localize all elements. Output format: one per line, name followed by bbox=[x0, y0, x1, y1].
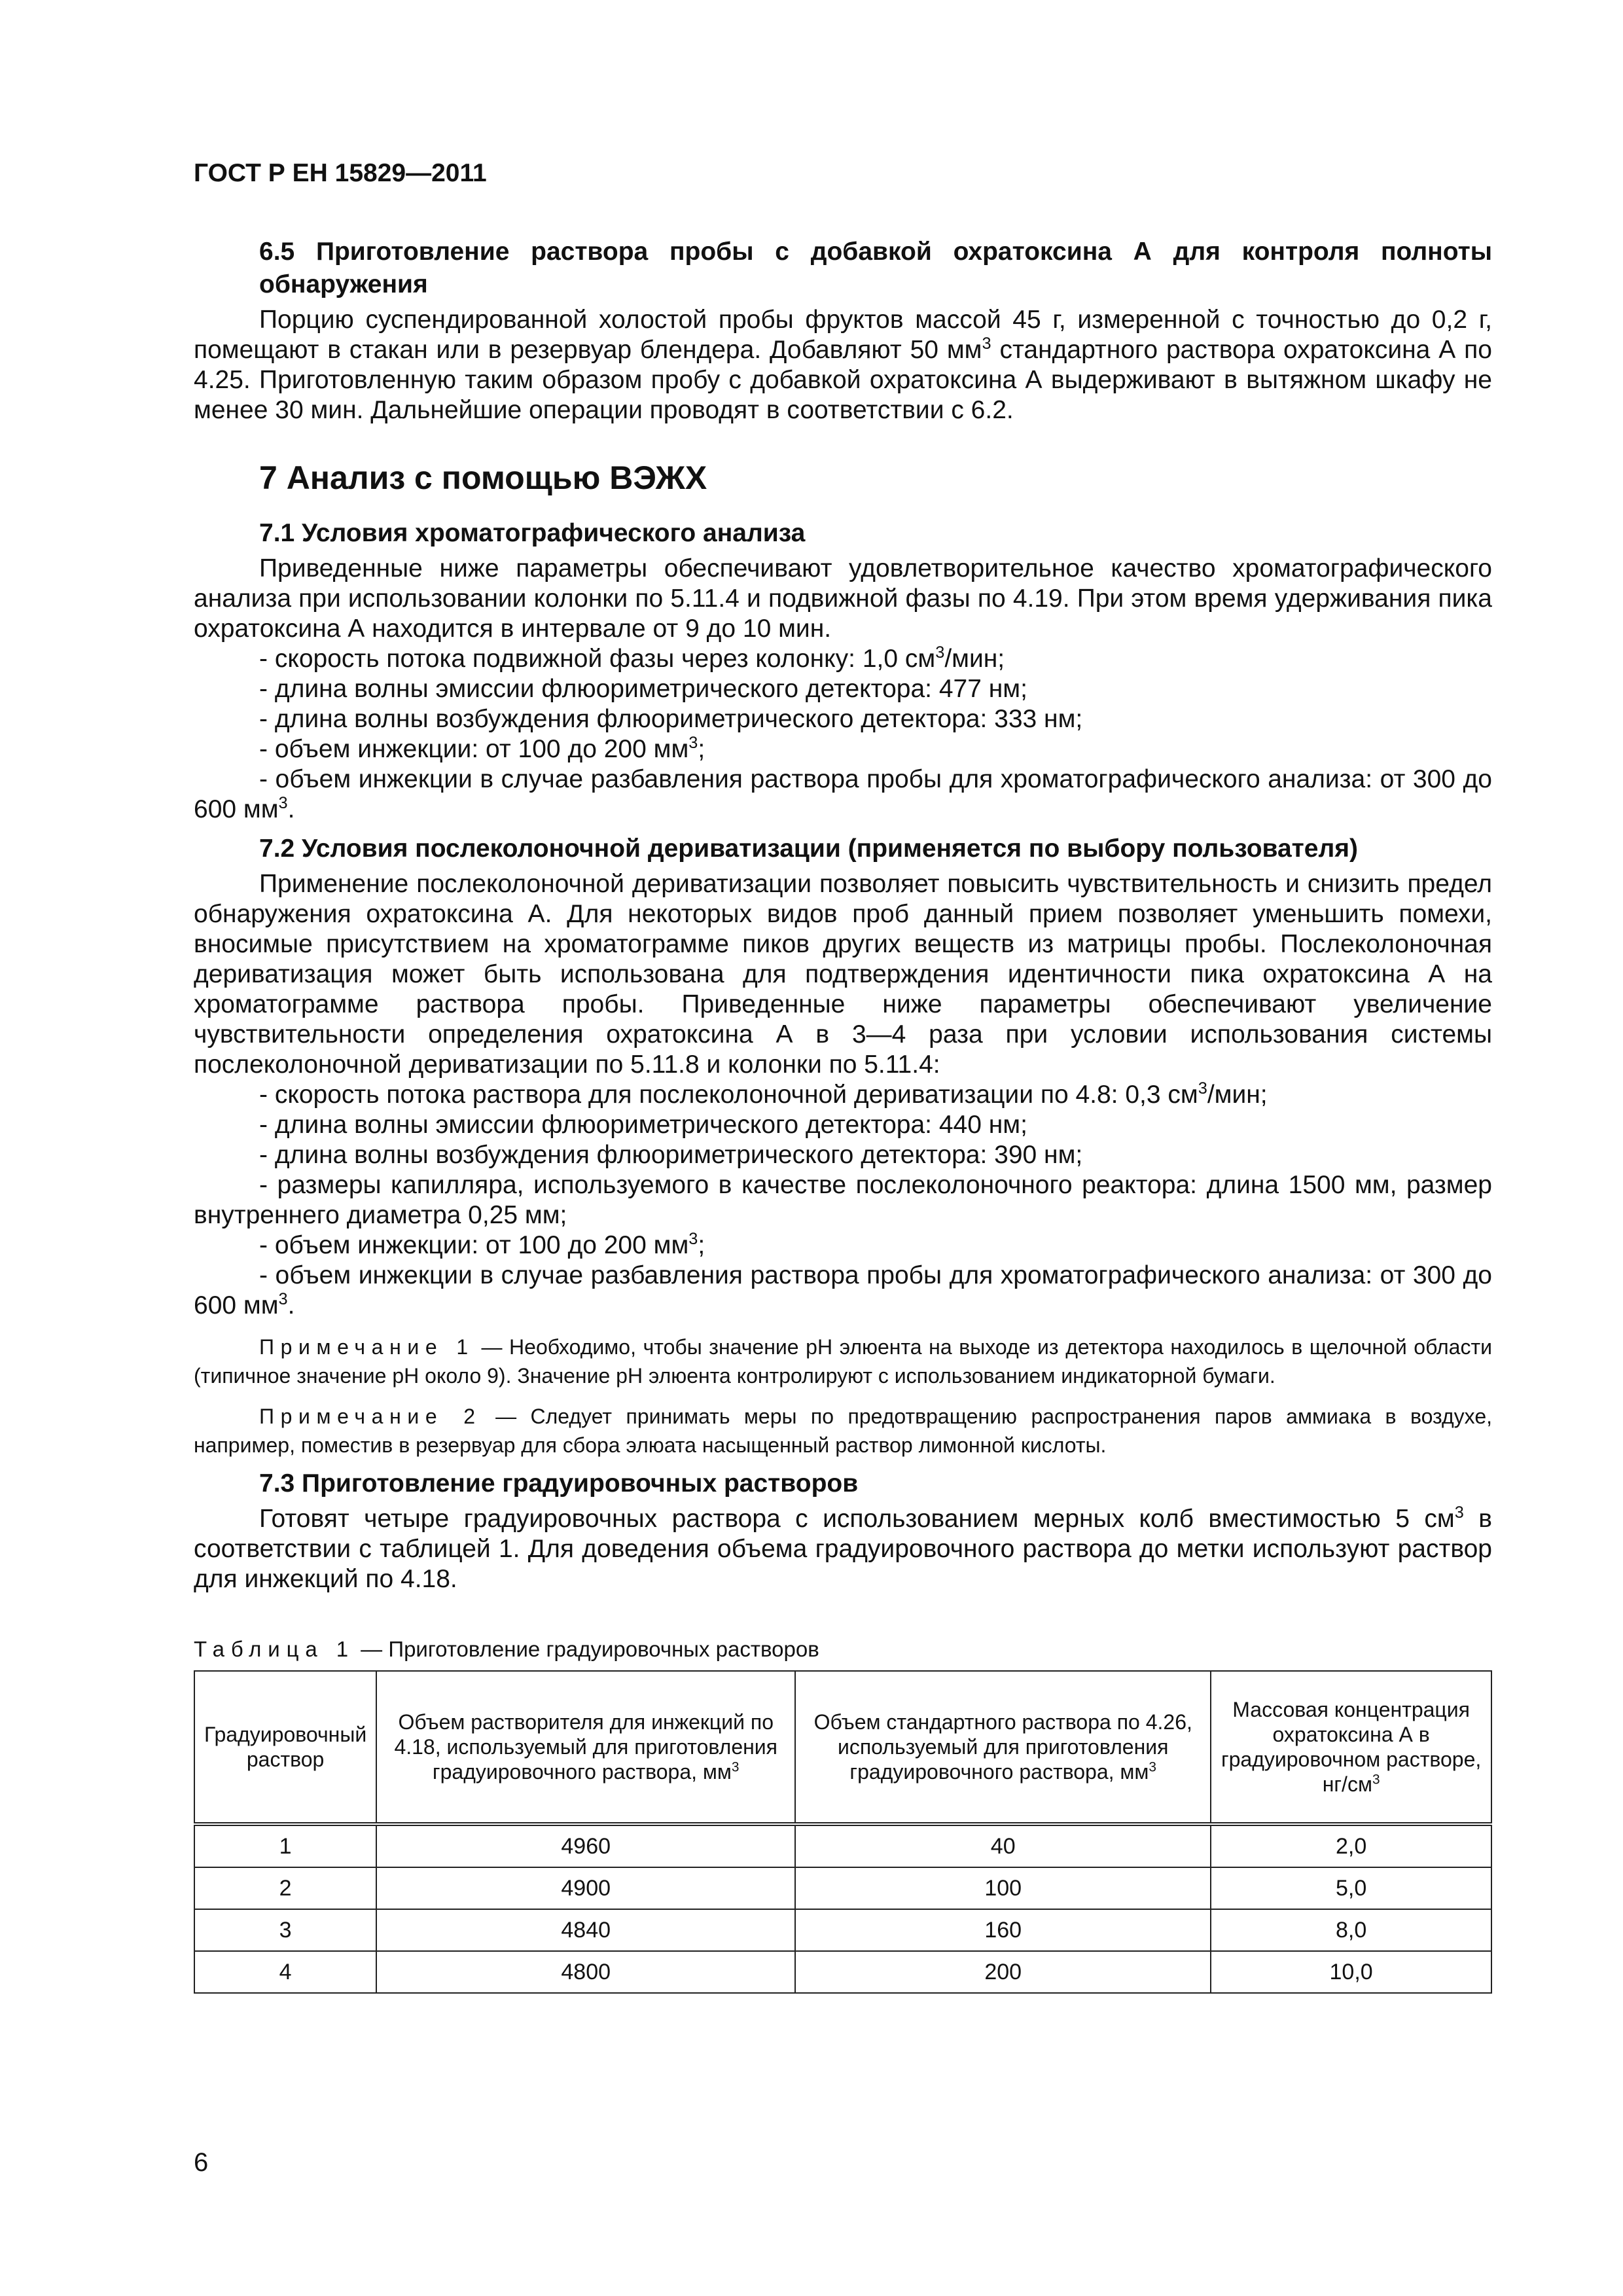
section-7-3-title: 7.3 Приготовление градуировочных растворов bbox=[259, 1469, 859, 1498]
calibration-table bbox=[194, 1670, 1492, 1994]
page-number: 6 bbox=[194, 2148, 209, 2177]
table-header-cell: Массовая концентрация охратоксина А в градуировочном растворе, $нг/см^3$ bbox=[1211, 1671, 1491, 1824]
table-row bbox=[194, 1824, 1491, 1867]
table-header-cell: Объем растворителя для инжекций по 4.18, используемый для приготовления градуировочного раствора, $мм^3$ bbox=[376, 1671, 795, 1824]
table-cell: 4 bbox=[194, 1951, 376, 1993]
list-item: - размеры капилляра, используемого в качестве послеколоночного реактора: длина 1500 мм, размер внутреннего диаметра 0,25 мм; bbox=[194, 1171, 1492, 1229]
table-row bbox=[194, 1951, 1491, 1993]
list-item: - объем инжекции в случае разбавления раствора пробы для хроматографического анализа: от 300 до 600 $мм^3$. bbox=[194, 765, 1492, 823]
table-header-cell: Градуировочный раствор bbox=[194, 1671, 376, 1824]
table-cell: 160 bbox=[795, 1909, 1211, 1951]
note-1: Примечание 1 — Необходимо, чтобы значение pH элюента на выходе из детектора находилось в щелочной области (типичное значение pH около 9). Значение pH элюента контролируют с использованием индикаторной бумаги. bbox=[194, 1335, 1492, 1388]
table-row bbox=[194, 1867, 1491, 1909]
table-cell: 2,0 bbox=[1211, 1824, 1491, 1867]
table-cell: 100 bbox=[795, 1867, 1211, 1909]
table-cell: 2 bbox=[194, 1867, 376, 1909]
table-cell: 3 bbox=[194, 1909, 376, 1951]
list-item: - длина волны эмиссии флюориметрического детектора: 477 нм; bbox=[259, 675, 1027, 703]
section-7-2-title: 7.2 Условия послеколоночной дериватизации (применяется по выбору пользователя) bbox=[259, 834, 1358, 863]
list-item: - длина волны возбуждения флюориметрического детектора: 390 нм; bbox=[259, 1141, 1083, 1169]
note-2: Примечание 2 — Следует принимать меры по предотвращению распространения паров аммиака в воздухе, например, поместив в резервуар для сбора элюата насыщенный раствор лимонной кислоты. bbox=[194, 1405, 1493, 1457]
section-6-5-paragraph: Порцию суспендированной холостой пробы фруктов массой 45 г, измеренной с точностью до 0,2 г, помещают в стакан или в резервуар блендера. Добавляют 50 $мм^3$ стандартного раствора охратоксина А по 4.25. Приготовленную таким образом пробу с добавкой охратоксина А выдерживают в вытяжном шкафу не менее 30 мин. Дальнейшие операции проводят в соответствии с 6.2. bbox=[194, 306, 1492, 424]
table-row bbox=[194, 1909, 1491, 1951]
table-cell: 8,0 bbox=[1211, 1909, 1491, 1951]
section-7-1-paragraph: Приведенные ниже параметры обеспечивают удовлетворительное качество хроматографического анализа при использовании колонки по 5.11.4 и подвижной фазы по 4.19. При этом время удерживания пика охратоксина А находится в интервале от 9 до 10 мин. bbox=[194, 554, 1492, 643]
section-7-3-paragraph: Готовят четыре градуировочных раствора с использованием мерных колб вместимостью 5 $см^3$ в соответствии с таблицей 1. Для доведения объема градуировочного раствора до метки используют раствор для инжекций по 4.18. bbox=[194, 1503, 1492, 1593]
list-item: - скорость потока раствора для послеколоночной дериватизации по 4.8: 0,3 $см^3$/мин; bbox=[259, 1079, 1268, 1109]
section-7-title: 7 Анализ с помощью ВЭЖХ bbox=[259, 459, 707, 496]
list-item: - длина волны возбуждения флюориметрического детектора: 333 нм; bbox=[259, 705, 1083, 733]
table-cell: 1 bbox=[194, 1824, 376, 1867]
table-cell: 4960 bbox=[376, 1824, 795, 1867]
list-item: - длина волны эмиссии флюориметрического детектора: 440 нм; bbox=[259, 1111, 1027, 1139]
table-cell: 10,0 bbox=[1211, 1951, 1491, 1993]
table-caption: Таблица 1 — Приготовление градуировочных растворов bbox=[194, 1637, 819, 1661]
list-item: - объем инжекции: от 100 до 200 $мм^3$; bbox=[259, 734, 705, 763]
document-id-header: ГОСТ Р ЕН 15829—2011 bbox=[194, 159, 487, 187]
table-header-cell: Объем стандартного раствора по 4.26, используемый для приготовления градуировочного раствора, $мм^3$ bbox=[795, 1671, 1211, 1824]
section-6-5-title: 6.5 Приготовление раствора пробы с добавкой охратоксина А для контроля полноты обнаружения bbox=[259, 238, 1492, 298]
list-item: - скорость потока подвижной фазы через колонку: 1,0 $см^3$/мин; bbox=[259, 643, 1005, 673]
list-item: - объем инжекции: от 100 до 200 $мм^3$; bbox=[259, 1230, 705, 1259]
table-cell: 4900 bbox=[376, 1867, 795, 1909]
table-header-row bbox=[194, 1671, 1491, 1824]
section-7-1-title: 7.1 Условия хроматографического анализа bbox=[259, 519, 806, 547]
table-cell: 200 bbox=[795, 1951, 1211, 1993]
table-cell: 40 bbox=[795, 1824, 1211, 1867]
section-7-2-paragraph: Применение послеколоночной дериватизации позволяет повысить чувствительность и снизить предел обнаружения охратоксина А. Для некоторых видов проб данный прием позволяет уменьшить помехи, вносимые присутствием на хроматограмме пиков других веществ из матрицы пробы. Послеколоночная дериватизация может быть использована для подтверждения идентичности пика охратоксина А на хроматограмме раствора пробы. Приведенные ниже параметры обеспечивают увеличение чувствительности определения охратоксина А в 3—4 раза при условии использования системы послеколоночной дериватизации по 5.11.8 и колонки по 5.11.4: bbox=[194, 870, 1492, 1079]
list-item: - объем инжекции в случае разбавления раствора пробы для хроматографического анализа: от 300 до 600 $мм^3$. bbox=[194, 1261, 1492, 1319]
table-cell: 5,0 bbox=[1211, 1867, 1491, 1909]
table-cell: 4840 bbox=[376, 1909, 795, 1951]
table-cell: 4800 bbox=[376, 1951, 795, 1993]
